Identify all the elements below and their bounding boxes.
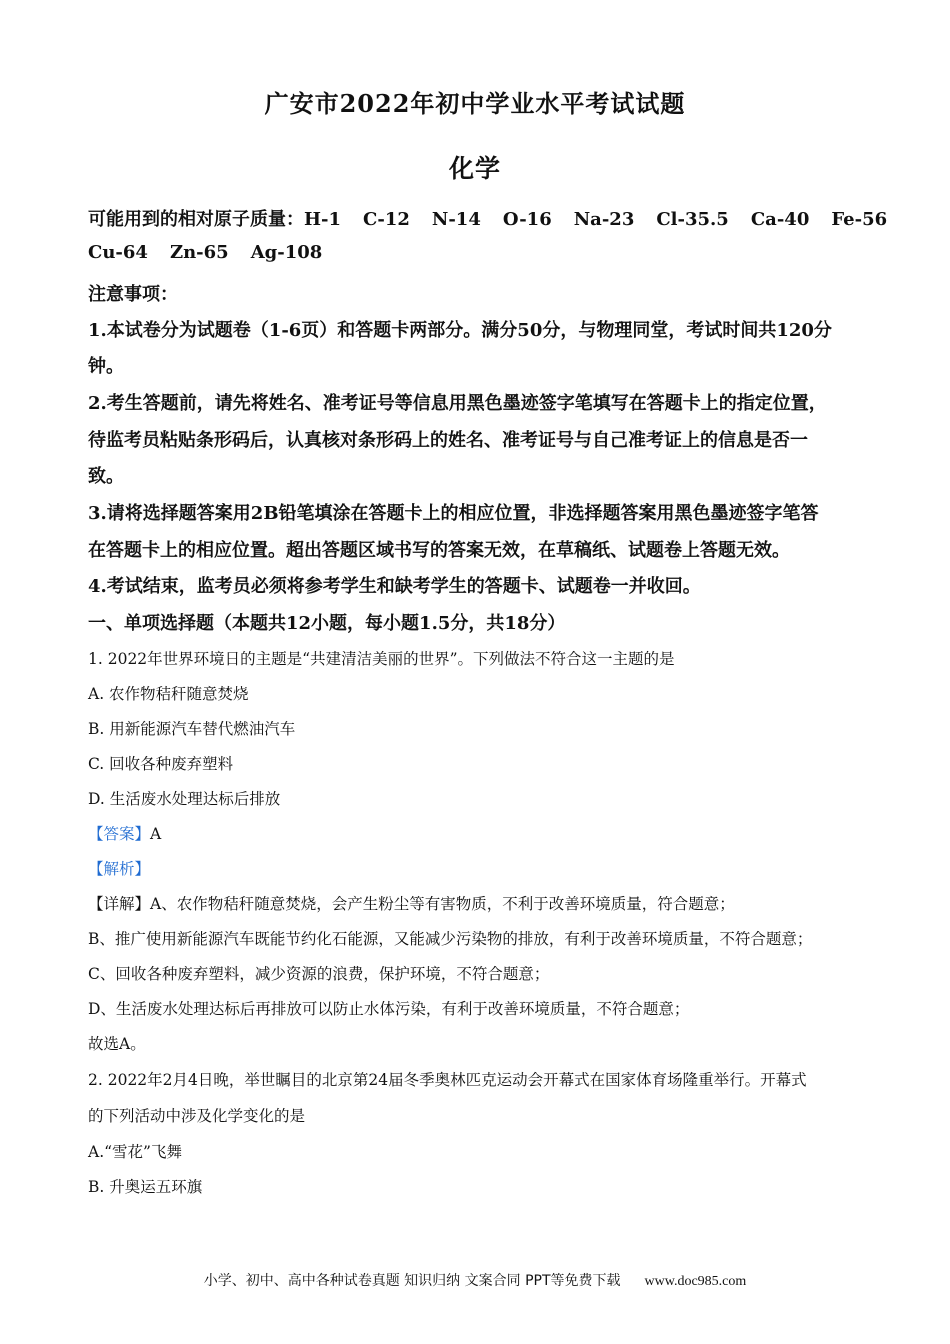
subject-title: 化学 bbox=[448, 154, 501, 183]
atomic-mass-item: Ag-108 bbox=[250, 242, 323, 263]
footer-text: 小学、初中、高中各种试卷真题 知识归纳 文案合同 PPT等免费下载 bbox=[203, 1273, 621, 1289]
atomic-mass-item: O-16 bbox=[502, 209, 552, 230]
atomic-mass-item: Cl-35.5 bbox=[656, 209, 729, 230]
atomic-mass-item: C-12 bbox=[363, 209, 410, 230]
analysis-tag: 【解析】 bbox=[88, 860, 151, 878]
question-1-detail-a bbox=[88, 892, 873, 914]
exam-title: 广安市2022年初中学业水平考试试题 bbox=[264, 89, 686, 118]
question-2-option-b: B. 升奥运五环旗 bbox=[88, 1178, 203, 1196]
atomic-mass-item: H-1 bbox=[304, 209, 342, 230]
notes-heading: 注意事项： bbox=[88, 284, 178, 305]
page-footer bbox=[0, 1270, 950, 1290]
note-2: 2.考生答题前，请先将姓名、准考证号等信息用黑色墨迹签字笔填写在答题卡上的指定位置， bbox=[88, 393, 827, 414]
question-1-stem: 1. 2022年世界环境日的主题是“共建清洁美丽的世界”。下列做法不符合这一主题的是 bbox=[88, 650, 675, 668]
question-2-stem: 2. 2022年2月4日晚，举世瞩目的北京第24届冬季奥林匹克运动会开幕式在国家体育场隆重举行。开幕式 bbox=[88, 1071, 807, 1089]
question-1-option-b: B. 用新能源汽车替代燃油汽车 bbox=[88, 720, 296, 738]
atomic-mass-item: N-14 bbox=[431, 209, 481, 230]
note-4: 4.考试结束，监考员必须将参考学生和缺考学生的答题卡、试题卷一并收回。 bbox=[88, 576, 701, 597]
question-1-answer bbox=[88, 822, 873, 844]
question-1-conclusion: 故选A。 bbox=[88, 1035, 146, 1053]
section-heading: 一、单项选择题（本题共12小题，每小题1.5分，共18分） bbox=[88, 613, 566, 634]
atomic-mass-label: 可能用到的相对原子质量： bbox=[88, 209, 304, 230]
question-1-option-a: A. 农作物秸秆随意焚烧 bbox=[88, 685, 249, 703]
detail-text: A、农作物秸秆随意焚烧，会产生粉尘等有害物质，不利于改善环境质量，符合题意； bbox=[150, 895, 735, 913]
note-3: 3.请将选择题答案用2B铅笔填涂在答题卡上的相应位置，非选择题答案用黑色墨迹签字笔答 bbox=[88, 503, 819, 524]
question-1-option-d: D. 生活废水处理达标后排放 bbox=[88, 790, 281, 808]
question-2-option-a: A.“雪花”飞舞 bbox=[88, 1143, 182, 1161]
answer-tag: 【答案】 bbox=[88, 825, 151, 843]
atomic-mass-item: Na-23 bbox=[573, 209, 635, 230]
atomic-mass-item: Cu-64 bbox=[88, 242, 148, 263]
note-1-cont: 钟。 bbox=[88, 356, 124, 377]
note-1: 1.本试卷分为试题卷（1-6页）和答题卡两部分。满分50分，与物理同堂，考试时间共120分 bbox=[88, 320, 832, 341]
question-1-detail-c: C、回收各种废弃塑料，减少资源的浪费，保护环境，不符合题意； bbox=[88, 965, 550, 983]
footer-link[interactable]: www.doc985.com bbox=[644, 1274, 747, 1289]
atomic-mass-item: Fe-56 bbox=[831, 209, 888, 230]
note-2-cont-2: 致。 bbox=[88, 466, 124, 487]
question-1-detail-d: D、生活废水处理达标后再排放可以防止水体污染，有利于改善环境质量，不符合题意； bbox=[88, 1000, 690, 1018]
answer-value: A bbox=[150, 825, 162, 843]
question-1-detail-b: B、推广使用新能源汽车既能节约化石能源，又能减少污染物的排放，有利于改善环境质量，不符合题意； bbox=[88, 930, 813, 948]
atomic-mass-item: Zn-65 bbox=[169, 242, 229, 263]
note-2-cont: 待监考员粘贴条形码后，认真核对条形码上的姓名、准考证号与自己准考证上的信息是否一 bbox=[88, 430, 808, 451]
atomic-mass-item: Ca-40 bbox=[750, 209, 810, 230]
question-1-option-c: C. 回收各种废弃塑料 bbox=[88, 755, 234, 773]
detail-tag: 【详解】 bbox=[88, 895, 151, 913]
note-3-cont: 在答题卡上的相应位置。超出答题区域书写的答案无效，在草稿纸、试题卷上答题无效。 bbox=[88, 540, 790, 561]
atomic-mass-line-1 bbox=[88, 205, 888, 231]
question-2-stem-cont: 的下列活动中涉及化学变化的是 bbox=[88, 1107, 306, 1125]
atomic-mass-line-2 bbox=[88, 242, 873, 263]
